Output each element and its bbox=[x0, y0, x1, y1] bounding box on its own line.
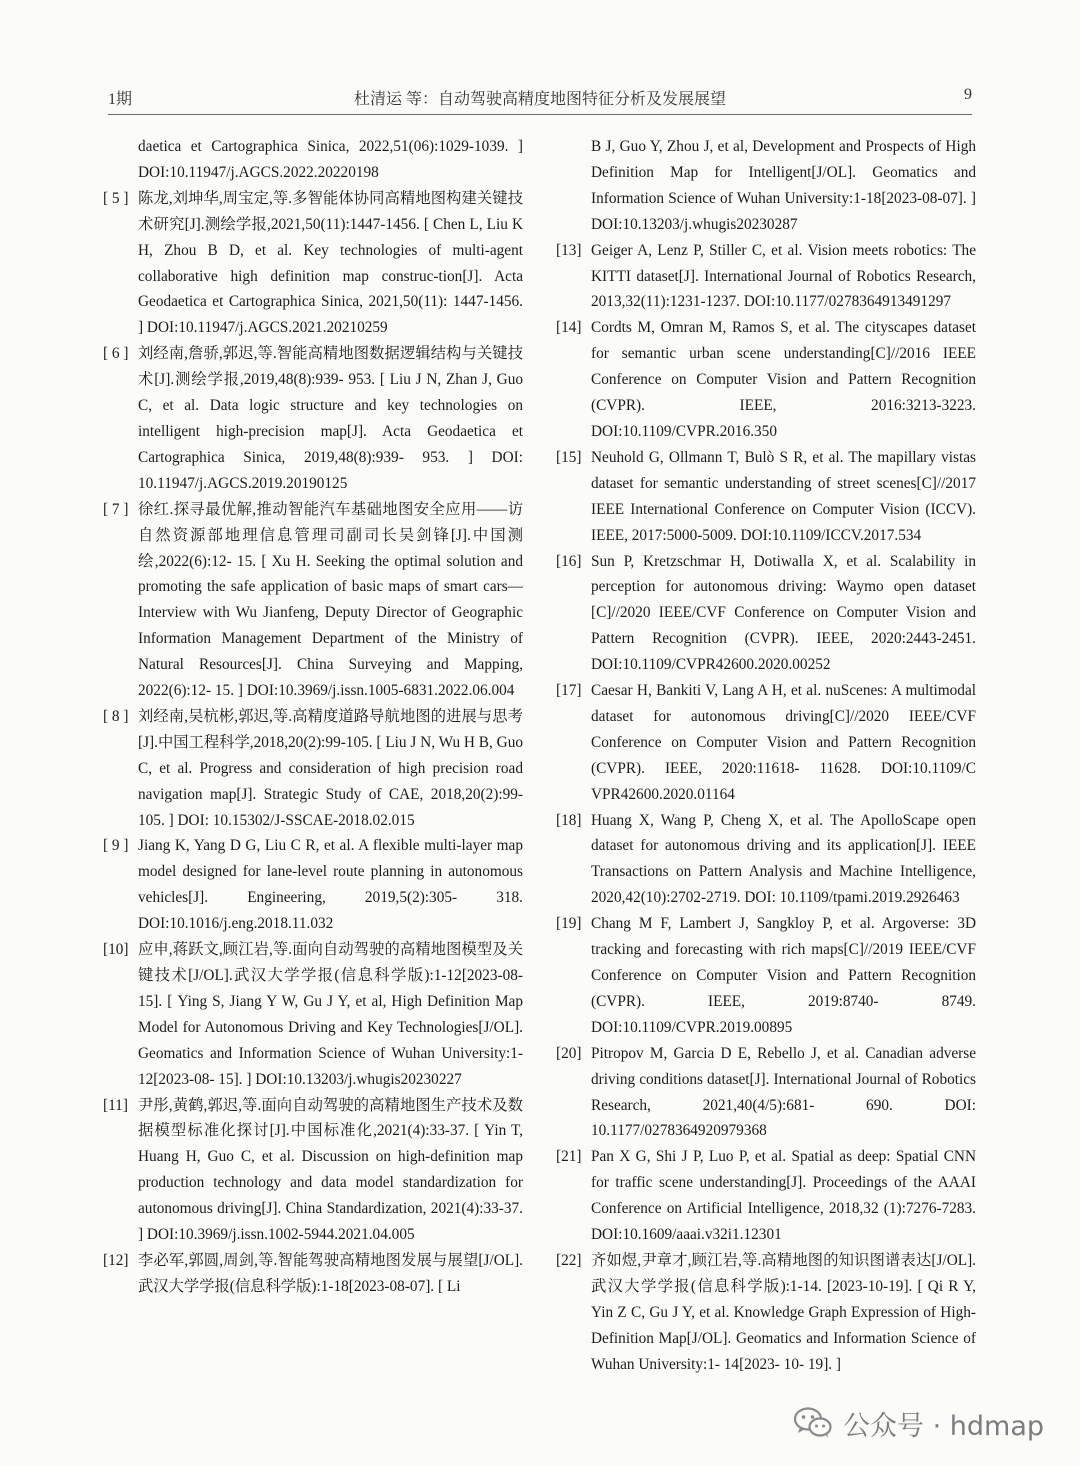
reference-number: [11] bbox=[103, 1096, 128, 1114]
reference-number: [ 8 ] bbox=[103, 707, 129, 725]
running-title: 杜清运 等：自动驾驶高精度地图特征分析及发展展望 bbox=[353, 91, 726, 108]
issue-label: 1期 bbox=[108, 91, 133, 108]
reference-text: 应申,蒋跃文,顾江岩,等.面向自动驾驶的高精地图模型及关键技术[J/OL].武汉大学学报(信息科学版):1-12[2023-08- 15]. [ Ying S, Jiang Y W, Gu J Y, et al, High Definition Map Model for Autonomous Driving and Key Technologies[J/OL]. Geomatics and Information Science of Wuhan University:1-12[2023-08- 15]. ] DOI:10.13203/j.whugis20230227 bbox=[138, 941, 523, 1088]
reference-text: B J, Guo Y, Zhou J, et al, Development and Prospects of High Definition Map for Intelligent[J/OL]. Geomatics and Information Science of Wuhan University:1-18[2023-08-07]. ] DOI:10.13203/j.whugis20230287 bbox=[591, 138, 976, 233]
reference-text: Sun P, Kretzschmar H, Dotiwalla X, et al. Scalability in perception for autonomous driving: Waymo open dataset [C]//2020 IEEE/CVF Conference on Computer Vision and Pattern Recognition (CVPR). IEEE, 2020:2443-2451. DOI:10.1109/CVPR42600.2020.00252 bbox=[591, 552, 976, 674]
reference-number: [ 6 ] bbox=[103, 345, 129, 363]
reference-number: [12] bbox=[103, 1251, 129, 1269]
reference-text: 徐红.探寻最优解,推动智能汽车基础地图安全应用——访自然资源部地理信息管理司副司长吴剑锋[J].中国测绘,2022(6):12- 15. [ Xu H. Seeking the optimal solution and promoting the safe application of basic maps of smart cars—Interview with Wu Jianfeng, Deputy Director of Geographic Information Management Department of the Ministry of Natural Resources[J]. China Surveying and Mapping, 2022(6):12- 15. ] DOI:10.3969/j.issn.1005-6831.2022.06.004 bbox=[138, 500, 523, 700]
watermark-text: 公众号 · hdmap bbox=[843, 1410, 1044, 1442]
reference-entry bbox=[556, 1248, 976, 1378]
reference-number: [14] bbox=[556, 319, 582, 337]
reference-text: 齐如煜,尹章才,顾江岩,等.高精地图的知识图谱表达[J/OL].武汉大学学报(信息科学版):1-14. [2023-10-19]. [ Qi R Y, Yin Z C, Gu J Y, et al. Knowledge Graph Expression of High-Definition Map[J/OL]. Geomatics and Information Science of Wuhan University:1- 14[2023- 10- 19]. ] bbox=[591, 1251, 976, 1373]
reference-entry bbox=[556, 678, 976, 808]
header-rule bbox=[108, 114, 972, 115]
reference-text: 李必军,郭圆,周剑,等.智能驾驶高精地图发展与展望[J/OL].武汉大学学报(信息科学版):1-18[2023-08-07]. [ Li bbox=[138, 1251, 523, 1295]
reference-entry bbox=[103, 186, 523, 341]
reference-number: [13] bbox=[556, 241, 582, 259]
reference-text: Cordts M, Omran M, Ramos S, et al. The cityscapes dataset for semantic urban scene understanding[C]//2016 IEEE Conference on Computer Vision and Pattern Recognition (CVPR). IEEE, 2016:3213-3223. DOI:10.1109/CVPR.2016.350 bbox=[591, 319, 976, 440]
reference-text: Pan X G, Shi J P, Luo P, et al. Spatial as deep: Spatial CNN for traffic scene understanding[J]. Proceedings of the AAAI Conference on Artificial Intelligence, 2018,32 (1):7276-7283. DOI:10.1609/aaai.v32i1.12301 bbox=[591, 1148, 976, 1244]
reference-entry bbox=[556, 549, 976, 679]
reference-text: Chang M F, Lambert J, Sangkloy P, et al. Argoverse: 3D tracking and forecasting with rich maps[C]//2019 IEEE/CVF Conference on Computer Vision and Pattern Recognition (CVPR). IEEE, 2019:8740- 8749. DOI:10.1109/CVPR.2019.00895 bbox=[591, 915, 976, 1036]
reference-entry bbox=[556, 911, 976, 1041]
reference-text: 刘经南,詹骄,郭迟,等.智能高精地图数据逻辑结构与关键技术[J].测绘学报,2019,48(8):939- 953. [ Liu J N, Zhan J, Guo C, et al. Data logic structure and key technologies on intelligent high-precision map[J]. Acta Geodaetica et Cartographica Sinica, 2019,48(8):939- 953. ] DOI: 10.11947/j.AGCS.2019.20190125 bbox=[138, 345, 523, 492]
reference-text: daetica et Cartographica Sinica, 2022,51(06):1029-1039. ] DOI:10.11947/j.AGCS.2022.20220198 bbox=[138, 138, 523, 181]
reference-number: [21] bbox=[556, 1148, 582, 1166]
reference-entry bbox=[556, 1041, 976, 1145]
reference-entry bbox=[103, 937, 523, 1092]
reference-entry bbox=[556, 808, 976, 912]
reference-text: Pitropov M, Garcia D E, Rebello J, et al. Canadian adverse driving conditions dataset[J]. International Journal of Robotics Research, 2021,40(4/5):681- 690. DOI: 10.1177/0278364920979368 bbox=[591, 1044, 976, 1140]
wechat-icon bbox=[793, 1406, 833, 1440]
reference-entry bbox=[103, 1248, 523, 1300]
reference-entry bbox=[103, 497, 523, 704]
reference-text: Caesar H, Bankiti V, Lang A H, et al. nuScenes: A multimodal dataset for autonomous driving[C]//2020 IEEE/CVF Conference on Computer Vision and Pattern Recognition (CVPR). IEEE, 2020:11618- 11628. DOI:10.1109/C VPR42600.2020.01164 bbox=[591, 682, 976, 803]
reference-number: [18] bbox=[556, 811, 582, 829]
reference-number: [17] bbox=[556, 682, 582, 700]
reference-entry bbox=[556, 238, 976, 316]
reference-number: [ 9 ] bbox=[103, 837, 129, 855]
reference-entry bbox=[556, 315, 976, 445]
reference-number: [22] bbox=[556, 1251, 582, 1269]
reference-entry bbox=[556, 445, 976, 549]
running-header bbox=[108, 86, 972, 110]
reference-number: [10] bbox=[103, 941, 129, 959]
reference-number: [20] bbox=[556, 1044, 582, 1062]
reference-number: [ 7 ] bbox=[103, 500, 129, 518]
reference-number: [16] bbox=[556, 552, 582, 570]
reference-text: Jiang K, Yang D G, Liu C R, et al. A flexible multi-layer map model designed for lane-level route planning in autonomous vehicles[J]. Engineering, 2019,5(2):305- 318. DOI:10.1016/j.eng.2018.11.032 bbox=[138, 837, 523, 933]
reference-entry bbox=[103, 1093, 523, 1248]
page-number: 9 bbox=[964, 86, 972, 103]
reference-entry bbox=[556, 134, 976, 238]
reference-entry bbox=[103, 833, 523, 937]
reference-text: 尹彤,黄鹤,郭迟,等.面向自动驾驶的高精地图生产技术及数据模型标准化探讨[J].中国标准化,2021(4):33-37. [ Yin T, Huang H, Guo C, et al. Discussion on high-definition map production technology and data model standardization for autonomous driving[J]. China Standardization, 2021(4):33-37. ] DOI:10.3969/j.issn.1002-5944.2021.04.005 bbox=[138, 1096, 523, 1244]
reference-text: Geiger A, Lenz P, Stiller C, et al. Vision meets robotics: The KITTI dataset[J]. International Journal of Robotics Research, 2013,32(11):1231-1237. DOI:10.1177/0278364913491297 bbox=[591, 241, 976, 311]
reference-number: [15] bbox=[556, 448, 582, 466]
reference-entry bbox=[103, 704, 523, 834]
reference-text: 刘经南,吴杭彬,郭迟,等.高精度道路导航地图的进展与思考[J].中国工程科学,2018,20(2):99-105. [ Liu J N, Wu H B, Guo C, et al. Progress and consideration of high precision road navigation map[J]. Strategic Study of CAE, 2018,20(2):99-105. ] DOI: 10.15302/J-SSCAE-2018.02.015 bbox=[138, 707, 523, 829]
reference-entry bbox=[556, 1144, 976, 1248]
reference-text: 陈龙,刘坤华,周宝定,等.多智能体协同高精地图构建关键技术研究[J].测绘学报,2021,50(11):1447-1456. [ Chen L, Liu K H, Zhou B D, et al. Key technologies of multi-agent collaborative high definition map construc-tion[J]. Acta Geodaetica et Cartographica Sinica, 2021,50(11): 1447-1456. ] DOI:10.11947/j.AGCS.2021.20210259 bbox=[138, 189, 523, 337]
reference-number: [ 5 ] bbox=[103, 189, 129, 207]
reference-entry bbox=[103, 341, 523, 496]
reference-entry bbox=[103, 134, 523, 186]
watermark bbox=[793, 1403, 1044, 1443]
reference-number: [19] bbox=[556, 915, 582, 933]
left-column bbox=[103, 134, 523, 1300]
reference-text: Huang X, Wang P, Cheng X, et al. The ApolloScape open dataset for autonomous driving and its application[J]. IEEE Transactions on Pattern Analysis and Machine Intelligence, 2020,42(10):2702-2719. DOI: 10.1109/tpami.2019.2926463 bbox=[591, 811, 976, 907]
reference-text: Neuhold G, Ollmann T, Bulò S R, et al. The mapillary vistas dataset for semantic understanding of street scenes[C]//2017 IEEE International Conference on Computer Vision (ICCV). IEEE, 2017:5000-5009. DOI:10.1109/ICCV.2017.534 bbox=[591, 448, 976, 544]
right-column bbox=[556, 134, 976, 1378]
